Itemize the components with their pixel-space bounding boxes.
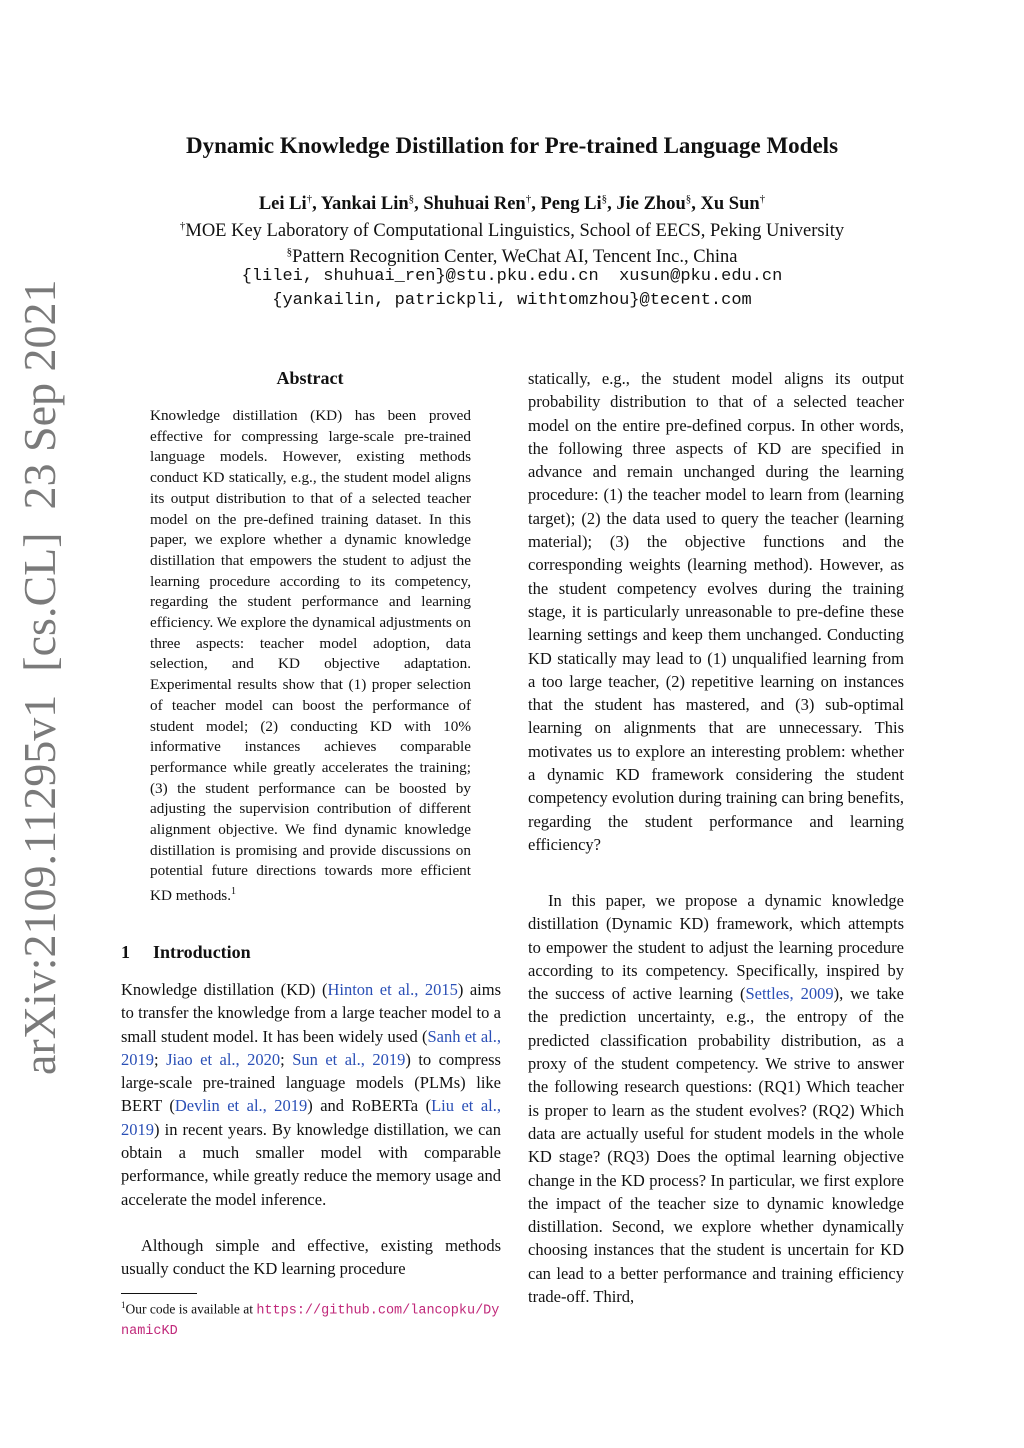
author-name: Jie Zhou [616,194,686,215]
author-mark: § [685,193,692,205]
affiliation-mark: § [286,246,293,258]
intro-paragraph-2-continued: statically, e.g., the student model aligns its output probability distribution to that of a selected teacher model on the entire pre-defined corpus. In other words, the following three aspects of KD are specified in advance and remain unchanged during the learning procedure: (1) the teacher model to learn from (learning target); (2) the data used to query the teacher (learning material); (3) the objective functions and the corresponding weights (learning method). However, as the student competency evolves during the training stage, it is particularly unreasonable to pre-define these learning settings and keep them unchanged. Conducting KD statically may lead to (1) unqualified learning from a too large teacher, (2) repetitive learning on instances that the student has mastered, and (3) sub-optimal learning on alignments that are unnecessary. This motivates us to explore an interesting problem: whether a dynamic KD framework considering the student competency evolution during training can bring benefits, regarding the student performance and learning efficiency? [528,369,904,854]
body-text: ; [280,1049,293,1069]
section-heading-introduction [121,940,501,964]
citation-link[interactable]: Sun et al., 2019 [292,1049,406,1069]
paper-title: Dynamic Knowledge Distillation for Pre-trained Language Models [185,133,839,158]
section-title: Introduction [153,942,251,962]
citation-link[interactable]: Devlin et al., 2019 [174,1096,308,1116]
citation-link[interactable]: Sanh et al., 2019 [121,1026,501,1069]
citation-link[interactable]: Jiao et al., 2020 [166,1049,281,1069]
section-number: 1 [121,942,130,962]
arxiv-date: 23 Sep 2021 [14,279,65,510]
email-line [0,289,1024,313]
body-text: ) to compress large-scale pre-trained language models (PLMs) like BERT ( [121,1049,501,1116]
footnote-divider [121,1293,197,1294]
code-url-link[interactable]: https://github.com/lancopku/DynamicKD [121,1303,500,1339]
affiliation-mark: † [179,220,186,232]
author-mark: § [601,193,608,205]
arxiv-identifier [12,279,68,1075]
intro-paragraph-2-start: Although simple and effective, existing methods usually conduct the KD learning procedure [121,1236,501,1279]
citation-link[interactable]: Liu et al., 2019 [121,1096,502,1139]
arxiv-id[interactable]: arXiv:2109.11295v1 [14,694,65,1075]
abstract-heading: Abstract [276,368,344,388]
author-mark: † [525,193,532,205]
body-text: ) in recent years. By knowledge distillation, we can obtain a much smaller model with comparable performance, while greatly reduce the memory usage and accelerate the model inference. [121,1119,501,1209]
body-text: Knowledge distillation (KD) ( [121,980,328,999]
affiliation-text: MOE Key Laboratory of Computational Linguistics, School of EECS, Peking University [185,221,845,242]
author-name: Peng Li [540,194,602,215]
affiliation-text: Pattern Recognition Center, WeChat AI, Tencent Inc., China [292,247,738,268]
email-address[interactable]: {lilei, shuhuai_ren}@stu.pku.edu.cn [241,267,599,286]
footnote-text: Our code is available at [125,1301,257,1317]
footnote [121,1296,501,1341]
author-name: Shuhuai Ren [423,194,526,215]
author-mark: † [306,193,313,205]
intro-paragraph-1 [121,978,501,1211]
author-list: Lei Li†, Yankai Lin§, Shuhuai Ren†, Peng Li§, Jie Zhou§, Xu Sun† [258,193,766,215]
author-name: Yankai Lin [320,194,409,215]
body-text: ), we take the prediction uncertainty, e.g., the entropy of the predicted classification probability distribution, as a proxy of the student competency. We strive to answer the following research questions: (RQ1) Which teacher is proper to learn as the student evolves? (RQ2) Which data are actually useful for student models in the whole KD stage? (RQ3) Does the optimal learning objective change in the KD process? In particular, we first explore the impact of the teacher size to dynamic knowledge distillation. Second, we explore whether dynamically choosing instances that the student is uncertain for KD can lead to a better performance and training efficiency trade-off. Third, [528,984,904,1307]
author-name: Lei Li [258,194,307,215]
author-mark: § [408,193,415,205]
email-line [0,265,1024,289]
author-mark: † [759,193,766,205]
email-address[interactable]: {yankailin, patrickpli, withtomzhou}@tecent.com [272,291,752,310]
intro-paragraph-3 [528,889,904,1308]
arxiv-category: [cs.CL] [14,532,65,672]
author-name: Xu Sun [700,194,760,215]
abstract-text: Knowledge distillation (KD) has been proved effective for compressing large-scale pre-trained language models. However, existing methods conduct KD statically, e.g., the student model aligns its output distribution to that of a selected teacher model on the pre-defined training dataset. In this paper, we explore whether a dynamic knowledge distillation that empowers the student to adjust the learning procedure according to its competency, regarding the student performance and learning efficiency. We explore the dynamical adjustments on three aspects: teacher model adoption, data selection, and KD objective adaptation. Experimental results show that (1) proper selection of teacher model can boost the performance of student model; (2) conducting KD with 10% informative instances achieves comparable performance while greatly accelerates the training; (3) the student performance can be boosted by adjusting the supervision contribution of different alignment objective. We find dynamic knowledge distillation is promising and provide discussions on potential future directions towards more efficient KD methods. [150,407,471,905]
footnote-mark: 1 [121,1300,126,1310]
body-text: ) aims to transfer the knowledge from a large teacher model to a small student model. It has been widely used ( [121,980,501,1046]
citation-link[interactable]: Settles, 2009 [745,984,834,1004]
footnote-ref[interactable]: 1 [231,886,236,898]
body-text: ; [154,1049,167,1069]
abstract-body [150,406,471,907]
citation-link[interactable]: Hinton et al., 2015 [327,980,458,999]
body-text: ) and RoBERTa ( [307,1096,432,1116]
email-address[interactable]: xusun@pku.edu.cn [619,267,783,286]
body-text: In this paper, we propose a dynamic knowledge distillation (Dynamic KD) framework, which attempts to empower the student to adjust the learning procedure according to its competency. Specifically, inspired by the success of active learning ( [528,891,904,1004]
